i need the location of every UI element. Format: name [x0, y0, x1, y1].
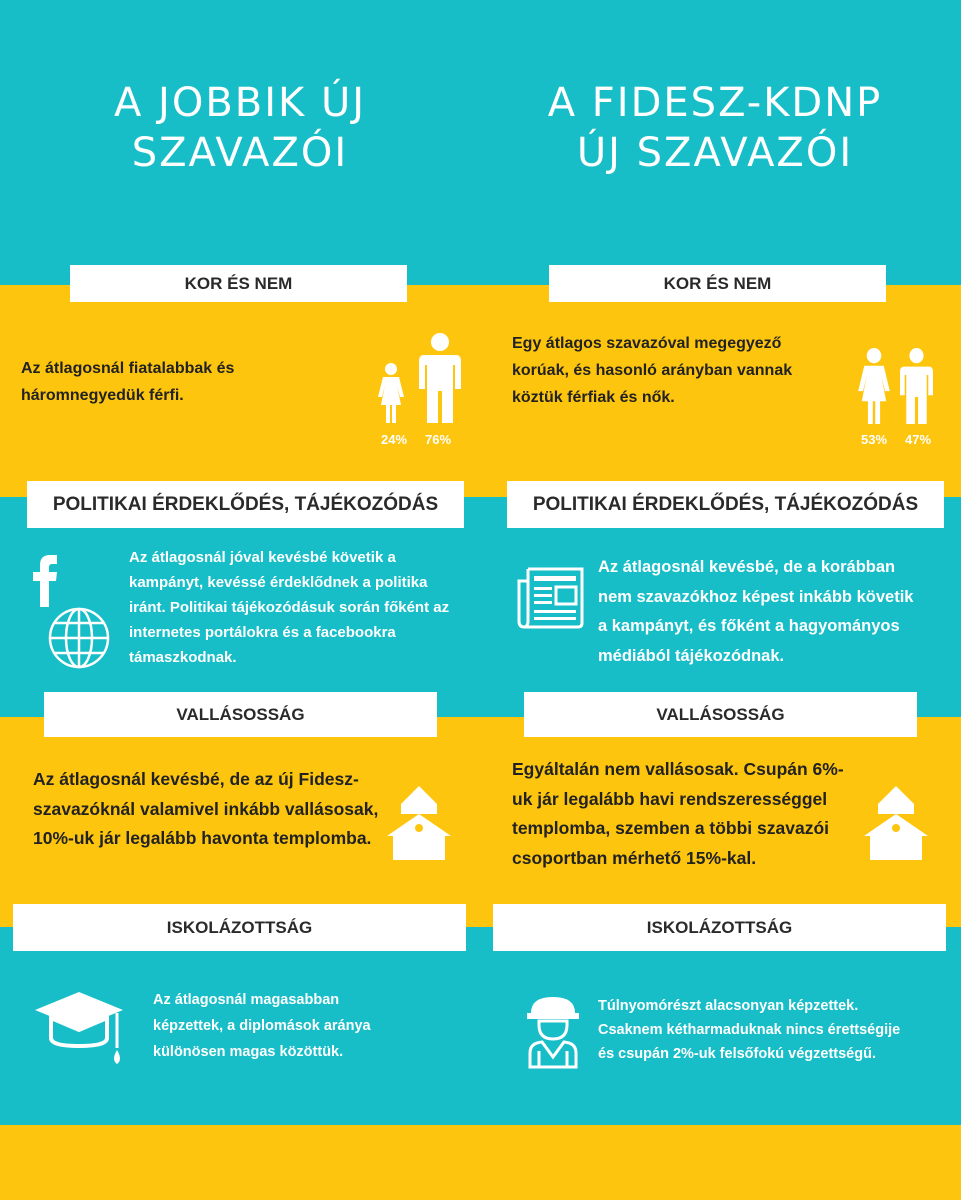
right-politics-line: Az átlagosnál kevésbé, de a korábban: [598, 558, 896, 576]
woman-icon: [857, 348, 891, 424]
left-female-pct: 24%: [381, 432, 408, 447]
globe-icon: [47, 606, 111, 670]
right-age-text-line: Egy átlagos szavazóval megegyező: [512, 335, 782, 352]
right-religion-line: uk jár legalább havi rendszerességgel: [512, 788, 828, 809]
left-politics-line: támaszkodnak.: [129, 649, 237, 666]
left-religion-line: Az átlagosnál kevésbé, de az új Fidesz-: [33, 769, 359, 789]
left-age-text: [21, 355, 361, 409]
right-politics-label: POLITIKAI ÉRDEKLŐDÉS, TÁJÉKOZÓDÁS: [507, 481, 944, 528]
right-title-line2: ÚJ SZAVAZÓI: [576, 130, 854, 176]
church-icon: [385, 784, 453, 862]
right-politics-line: a kampányt, és főként a hagyományos: [598, 617, 900, 635]
left-age-label: KOR ÉS NEM: [70, 265, 407, 302]
newspaper-icon: [516, 565, 586, 631]
left-education-line: képzettek, a diplomások aránya: [153, 1018, 371, 1034]
left-religion-line: szavazóknál valamivel inkább vallásosak,: [33, 798, 379, 819]
left-politics-line: Az átlagosnál jóval kevésbé követik a: [129, 549, 396, 566]
right-female-pct: 53%: [861, 432, 888, 447]
right-religion-line: csoportban mérhető 15%-kal.: [512, 847, 757, 868]
left-age-text-line: háromnegyedük férfi.: [21, 387, 184, 404]
footer-band: [0, 1125, 961, 1200]
left-education-line: Az átlagosnál magasabban: [153, 992, 340, 1008]
right-religion-label: VALLÁSOSSÁG: [524, 692, 917, 737]
right-politics-line: médiából tájékozódnak.: [598, 646, 785, 665]
left-male-pct: 76%: [425, 432, 452, 447]
right-religion-text: [512, 755, 862, 873]
right-education-line: és csupán 2%-uk felsőfokú végzettségű.: [598, 1046, 876, 1062]
left-education-line: különösen magas közöttük.: [153, 1044, 344, 1060]
right-religion-line: templomba, szemben a többi szavazói: [512, 818, 830, 838]
man-icon: [419, 333, 461, 423]
graduation-cap-icon: [33, 990, 125, 1066]
left-education-text: [153, 987, 443, 1065]
right-education-line: Csaknem kétharmaduknak nincs érettségije: [598, 1022, 901, 1038]
right-title: [500, 78, 930, 178]
worker-icon: [526, 995, 580, 1067]
right-politics-line: nem szavazókhoz képest inkább követik: [598, 587, 914, 606]
right-politics-text: [598, 553, 948, 671]
left-age-text-line: Az átlagosnál fiatalabbak és: [21, 360, 235, 377]
right-male-pct: 47%: [905, 432, 932, 447]
right-education-line: Túlnyomórészt alacsonyan képzettek.: [598, 998, 859, 1014]
right-religion-line: Egyáltalán nem vallásosak. Csupán 6%-: [512, 759, 844, 779]
left-religion-line: 10%-uk jár legalább havonta templomba.: [33, 828, 372, 848]
left-title: [40, 78, 440, 178]
left-education-label: ISKOLÁZOTTSÁG: [13, 904, 466, 951]
left-religion-label: VALLÁSOSSÁG: [44, 692, 437, 737]
man-icon: [900, 348, 933, 424]
left-politics-text: [129, 545, 469, 670]
left-politics-label: POLITIKAI ÉRDEKLŐDÉS, TÁJÉKOZÓDÁS: [27, 481, 464, 528]
right-education-label: ISKOLÁZOTTSÁG: [493, 904, 946, 951]
facebook-icon: [33, 553, 57, 607]
left-politics-line: iránt. Politikai tájékozódásuk során főként az: [129, 599, 450, 616]
left-religion-text: [33, 765, 383, 854]
right-age-label: KOR ÉS NEM: [549, 265, 886, 302]
left-title-line2: SZAVAZÓI: [131, 130, 349, 176]
right-education-text: [598, 994, 948, 1066]
right-age-text-line: korúak, és hasonló arányban vannak: [512, 362, 793, 379]
woman-icon: [377, 363, 405, 423]
left-politics-line: kampányt, kevéssé érdeklődnek a politika: [129, 574, 428, 591]
right-age-text-line: köztük férfiak és nők.: [512, 389, 675, 406]
left-title-line1: A JOBBIK ÚJ: [113, 80, 367, 126]
right-age-text: [512, 330, 842, 411]
church-icon: [862, 784, 930, 862]
left-politics-line: internetes portálokra és a facebookra: [129, 624, 396, 641]
right-title-line1: A FIDESZ-KDNP: [547, 80, 883, 126]
